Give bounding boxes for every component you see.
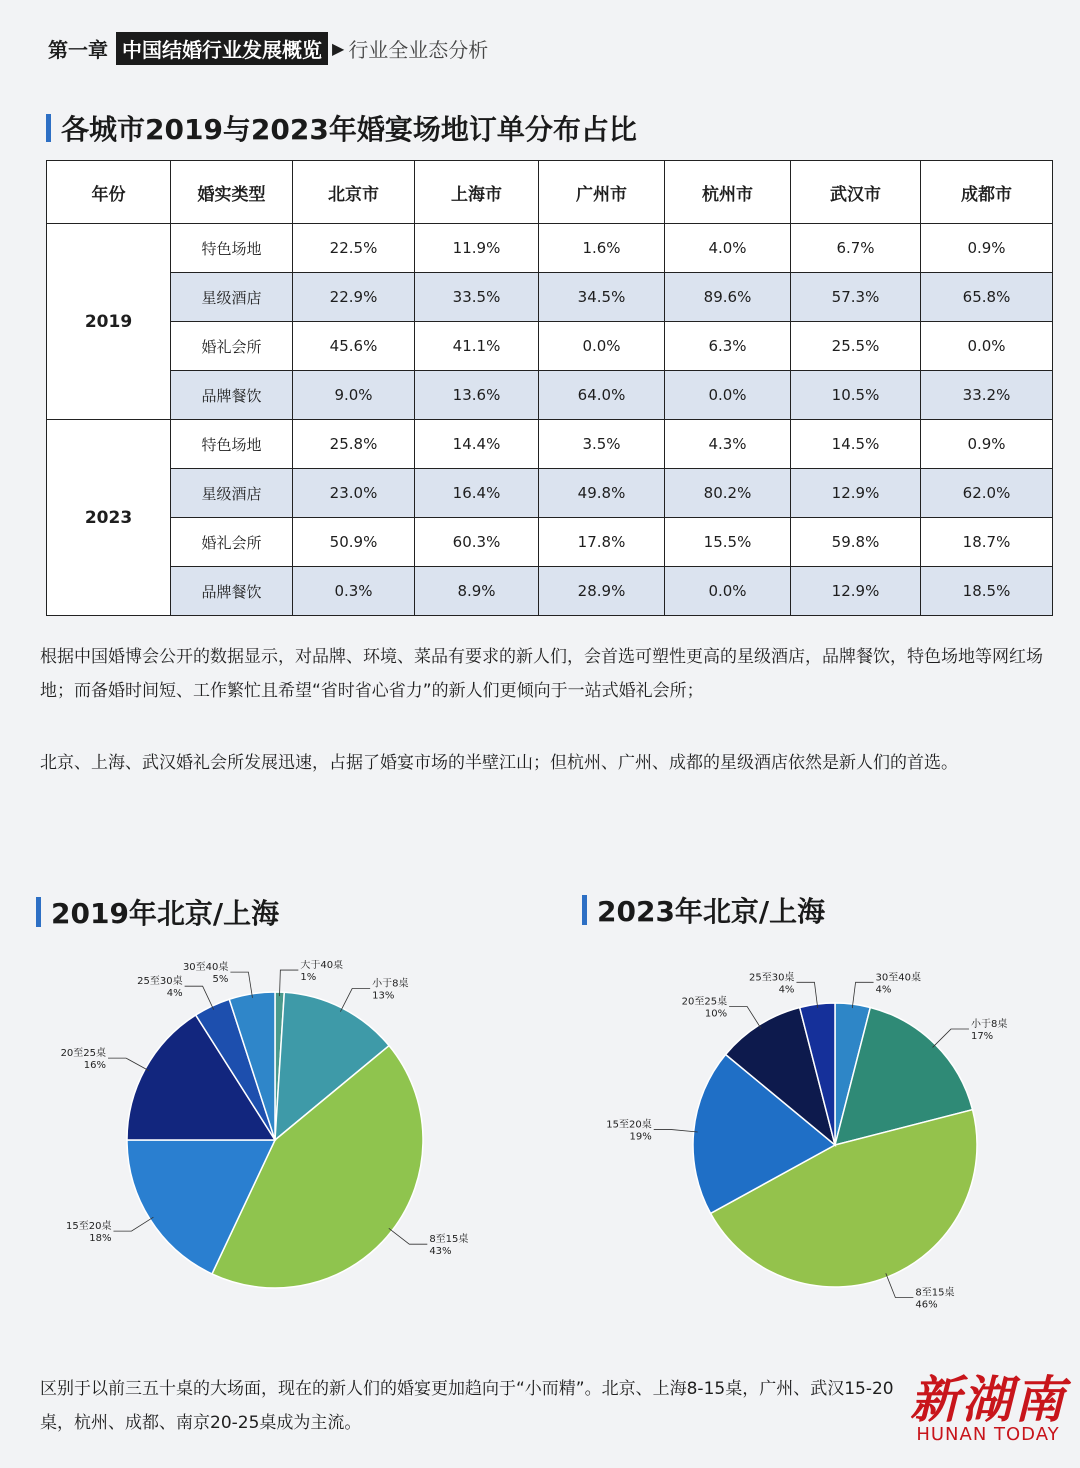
col-wuhan: 武汉市 <box>791 161 921 224</box>
value-cell: 62.0% <box>921 469 1053 518</box>
pie-slice-label: 8至15桌 <box>429 1234 469 1246</box>
pie-slice-label: 15至20桌 <box>606 1119 652 1131</box>
pie-2019-title-text: 2019年北京/上海 <box>51 897 280 930</box>
col-chengdu: 成都市 <box>921 161 1053 224</box>
value-cell: 59.8% <box>791 518 921 567</box>
value-cell: 34.5% <box>539 273 665 322</box>
chapter-arrow-icon: ▶ <box>332 39 345 58</box>
paragraph-table-size: 区别于以前三五十桌的大场面，现在的新人们的婚宴更加趋向于“小而精”。北京、上海8-15桌，广州、武汉15-20桌，杭州、成都、南京20-25桌成为主流。 <box>40 1379 894 1433</box>
watermark-logo <box>910 1360 1066 1445</box>
pie-slice-label: 20至25桌 <box>60 1048 107 1060</box>
pie-slice-label: 25至30桌 <box>748 972 795 984</box>
value-cell: 49.8% <box>539 469 665 518</box>
value-cell: 23.0% <box>293 469 415 518</box>
value-cell: 60.3% <box>415 518 539 567</box>
pie-2023-title <box>582 890 825 930</box>
value-cell: 25.8% <box>293 420 415 469</box>
value-cell: 12.9% <box>791 567 921 616</box>
pie-leader-line <box>389 1228 428 1244</box>
col-hangzhou: 杭州市 <box>665 161 791 224</box>
value-cell: 14.4% <box>415 420 539 469</box>
year-cell: 2019 <box>47 224 171 420</box>
pie-2023-title-text: 2023年北京/上海 <box>597 895 826 928</box>
value-cell: 3.5% <box>539 420 665 469</box>
value-cell: 15.5% <box>665 518 791 567</box>
pie-slice-percent: 10% <box>704 1008 728 1020</box>
col-shanghai: 上海市 <box>415 161 539 224</box>
value-cell: 4.0% <box>665 224 791 273</box>
value-cell: 17.8% <box>539 518 665 567</box>
col-year: 年份 <box>47 161 171 224</box>
col-type: 婚实类型 <box>171 161 293 224</box>
pie-slice-percent: 5% <box>212 974 229 986</box>
value-cell: 50.9% <box>293 518 415 567</box>
pie-slice-percent: 1% <box>300 972 317 984</box>
table-row <box>47 273 1053 322</box>
value-cell: 41.1% <box>415 322 539 371</box>
chapter-number: 第一章 <box>48 38 108 62</box>
value-cell: 65.8% <box>921 273 1053 322</box>
value-cell: 22.5% <box>293 224 415 273</box>
pie-leader-line <box>886 1273 914 1297</box>
value-cell: 18.7% <box>921 518 1053 567</box>
venue-type-cell: 星级酒店 <box>171 273 293 322</box>
venue-table <box>46 160 1053 616</box>
venue-type-cell: 婚礼会所 <box>171 518 293 567</box>
col-beijing: 北京市 <box>293 161 415 224</box>
value-cell: 64.0% <box>539 371 665 420</box>
pie-slice-label: 30至40桌 <box>875 972 922 984</box>
value-cell: 18.5% <box>921 567 1053 616</box>
chapter-title: 中国结婚行业发展概览 <box>116 32 328 65</box>
pie-slice-percent: 4% <box>166 988 183 1000</box>
pie-slice-label: 25至30桌 <box>137 976 183 988</box>
table-row <box>47 322 1053 371</box>
venue-type-cell: 特色场地 <box>171 224 293 273</box>
pie-slice-percent: 18% <box>89 1233 112 1245</box>
value-cell: 0.0% <box>665 567 791 616</box>
pie-slice-percent: 4% <box>875 984 892 996</box>
value-cell: 45.6% <box>293 322 415 371</box>
paragraph-venue-preference: 根据中国婚博会公开的数据显示，对品牌、环境、菜品有要求的新人们，会首选可塑性更高的星级酒店，品牌餐饮，特色场地等网红场地；而备婚时间短、工作繁忙且希望“省时省心省力”的新人们更倾向于一站式婚礼会所； <box>40 647 1043 701</box>
table-header-row <box>47 161 1053 224</box>
year-cell: 2023 <box>47 420 171 616</box>
pie-slice-percent: 16% <box>83 1060 107 1072</box>
pie-leader-line <box>729 1007 761 1029</box>
pie-slice-label: 小于8桌 <box>970 1019 1008 1031</box>
pie-leader-line <box>113 1217 153 1231</box>
venue-type-cell: 特色场地 <box>171 420 293 469</box>
venue-type-cell: 品牌餐饮 <box>171 567 293 616</box>
table-title-text: 各城市2019与2023年婚宴场地订单分布占比 <box>61 113 637 146</box>
value-cell: 57.3% <box>791 273 921 322</box>
value-cell: 33.5% <box>415 273 539 322</box>
pie-slice-percent: 19% <box>629 1131 652 1143</box>
chapter-header <box>48 32 488 65</box>
chapter-section: 行业全业态分析 <box>348 38 489 62</box>
pie-slice-label: 30至40桌 <box>182 962 229 974</box>
value-cell: 0.0% <box>665 371 791 420</box>
venue-type-cell: 星级酒店 <box>171 469 293 518</box>
pie-leader-line <box>933 1029 969 1047</box>
table-row <box>47 567 1053 616</box>
table-row <box>47 371 1053 420</box>
value-cell: 14.5% <box>791 420 921 469</box>
pie-slice-percent: 43% <box>429 1246 452 1258</box>
value-cell: 12.9% <box>791 469 921 518</box>
title-bar-icon <box>36 897 41 927</box>
pie-leader-line <box>654 1130 698 1132</box>
value-cell: 6.7% <box>791 224 921 273</box>
pie-slice-label: 大于40桌 <box>300 960 344 972</box>
venue-type-cell: 婚礼会所 <box>171 322 293 371</box>
value-cell: 22.9% <box>293 273 415 322</box>
value-cell: 28.9% <box>539 567 665 616</box>
venue-type-cell: 品牌餐饮 <box>171 371 293 420</box>
pie-slice-label: 15至20桌 <box>66 1221 112 1233</box>
watermark-sub: HUNAN TODAY <box>916 1424 1060 1445</box>
value-cell: 10.5% <box>791 371 921 420</box>
value-cell: 0.3% <box>293 567 415 616</box>
value-cell: 11.9% <box>415 224 539 273</box>
value-cell: 80.2% <box>665 469 791 518</box>
value-cell: 25.5% <box>791 322 921 371</box>
table-row <box>47 420 1053 469</box>
pie-slice-percent: 17% <box>970 1031 994 1043</box>
watermark-main: 新湖南 <box>910 1371 1066 1429</box>
pie-slice-label: 8至15桌 <box>915 1287 955 1299</box>
value-cell: 4.3% <box>665 420 791 469</box>
pie-leader-line <box>108 1058 149 1071</box>
table-row <box>47 518 1053 567</box>
table-section-title <box>46 108 637 148</box>
paragraph-city-trend: 北京、上海、武汉婚礼会所发展迅速，占据了婚宴市场的半壁江山；但杭州、广州、成都的星级酒店依然是新人们的首选。 <box>40 753 958 773</box>
pie-leader-line <box>340 989 370 1012</box>
col-guangzhou: 广州市 <box>539 161 665 224</box>
title-bar-icon <box>46 114 51 142</box>
table-row <box>47 469 1053 518</box>
table-row <box>47 224 1053 273</box>
value-cell: 33.2% <box>921 371 1053 420</box>
value-cell: 8.9% <box>415 567 539 616</box>
pie-chart-2023 <box>580 960 1050 1340</box>
pie-slice-percent: 13% <box>372 990 395 1002</box>
value-cell: 13.6% <box>415 371 539 420</box>
pie-2019-title <box>36 892 279 932</box>
pie-slice-percent: 4% <box>778 984 795 996</box>
value-cell: 1.6% <box>539 224 665 273</box>
value-cell: 0.9% <box>921 420 1053 469</box>
pie-leader-line <box>185 986 214 1010</box>
value-cell: 9.0% <box>293 371 415 420</box>
pie-chart-2019 <box>40 960 510 1320</box>
pie-slice-label: 小于8桌 <box>372 978 409 990</box>
pie-slice-label: 20至25桌 <box>681 996 728 1008</box>
value-cell: 0.0% <box>539 322 665 371</box>
value-cell: 16.4% <box>415 469 539 518</box>
value-cell: 6.3% <box>665 322 791 371</box>
value-cell: 89.6% <box>665 273 791 322</box>
pie-slice-percent: 46% <box>915 1299 938 1311</box>
value-cell: 0.9% <box>921 224 1053 273</box>
title-bar-icon <box>582 895 587 925</box>
value-cell: 0.0% <box>921 322 1053 371</box>
